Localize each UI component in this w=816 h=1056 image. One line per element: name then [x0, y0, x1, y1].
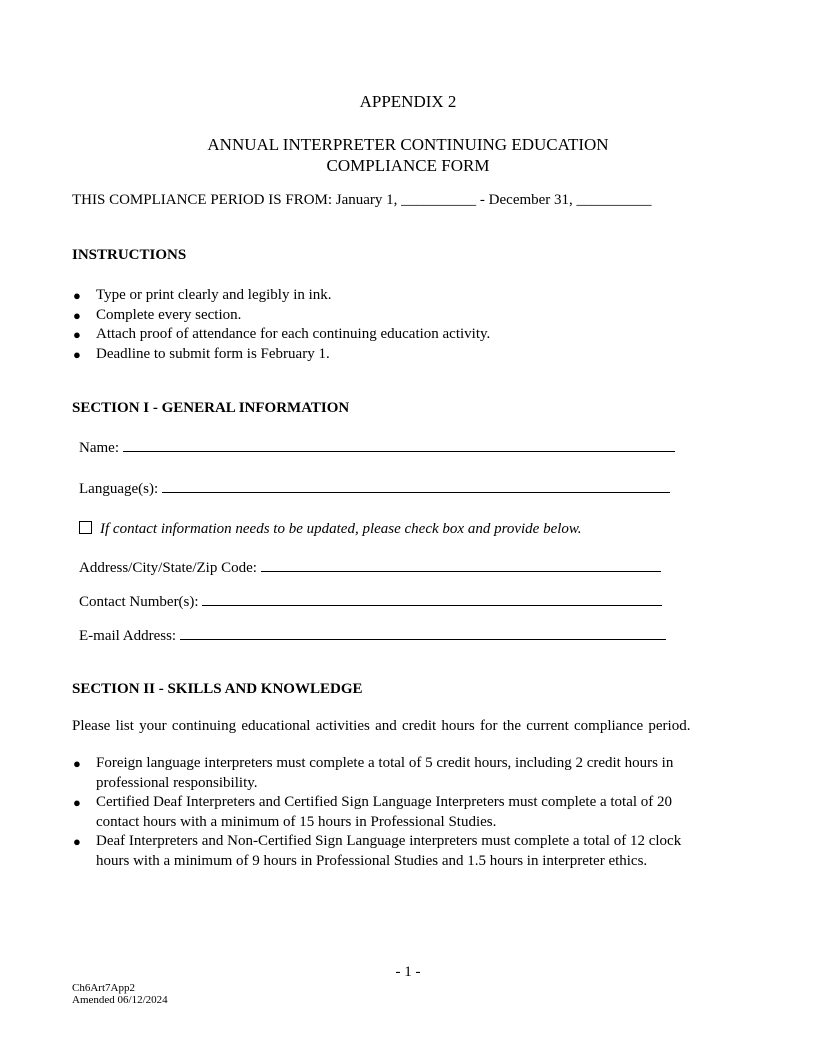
bullet-icon: ●	[73, 756, 81, 771]
appendix-label: APPENDIX 2	[359, 92, 457, 111]
update-contact-row	[79, 521, 582, 538]
name-label: Name:	[79, 440, 119, 456]
contact-number-label: Contact Number(s):	[79, 594, 199, 610]
requirements-list	[72, 754, 681, 871]
form-title-line2: COMPLIANCE FORM	[326, 156, 490, 175]
update-contact-checkbox[interactable]	[79, 521, 92, 534]
bullet-icon: ●	[73, 795, 81, 810]
email-field[interactable]	[79, 625, 666, 645]
compliance-period: THIS COMPLIANCE PERIOD IS FROM: January 1, __________ - December 31, __________	[72, 192, 652, 208]
page-number: - 1 -	[395, 964, 421, 980]
language-label: Language(s):	[79, 481, 159, 497]
list-item: ● Attach proof of attendance for each continuing education activity.	[72, 325, 490, 345]
list-item: ● Certified Deaf Interpreters and Certified Sign Language Interpreters must complete a total of 20 contact hours with a minimum of 15 hours in Professional Studies.	[73, 794, 673, 830]
bullet-icon: ●	[73, 834, 81, 849]
language-field[interactable]	[79, 478, 670, 498]
bullet-icon: ●	[73, 307, 81, 323]
section2-intro: Please list your continuing educational activities and credit hours for the current compliance period.	[72, 718, 691, 734]
instructions-list	[72, 286, 490, 364]
name-field[interactable]	[79, 437, 675, 457]
instructions-heading: INSTRUCTIONS	[72, 247, 187, 263]
email-input-line[interactable]	[180, 625, 666, 640]
bullet-icon: ●	[73, 327, 81, 342]
update-contact-text: If contact information needs to be updated, please check box and provide below.	[100, 521, 582, 537]
list-item: ● Foreign language interpreters must complete a total of 5 credit hours, including 2 credit hours in professional responsibility.	[73, 755, 674, 791]
contact-number-field[interactable]	[79, 591, 662, 611]
address-field[interactable]	[79, 557, 661, 577]
name-input-line[interactable]	[123, 437, 675, 452]
list-item: ● Type or print clearly and legibly in ink.	[72, 286, 490, 306]
section2-heading: SECTION II - SKILLS AND KNOWLEDGE	[72, 681, 363, 697]
amended-date: Amended 06/12/2024	[72, 994, 168, 1006]
list-item: ● Complete every section.	[72, 306, 490, 326]
bullet-icon: ●	[73, 346, 81, 362]
email-label: E-mail Address:	[79, 628, 177, 644]
contact-number-input-line[interactable]	[202, 591, 662, 606]
section1-heading: SECTION I - GENERAL INFORMATION	[72, 400, 350, 416]
language-input-line[interactable]	[162, 478, 670, 493]
bullet-icon: ●	[73, 288, 81, 303]
address-input-line[interactable]	[261, 557, 661, 572]
document-code: Ch6Art7App2	[72, 982, 135, 994]
list-item: ● Deadline to submit form is February 1.	[72, 345, 490, 365]
list-item: ● Deaf Interpreters and Non-Certified Sign Language interpreters must complete a total of 12 clock hours with a minimum of 9 hours in Professional Studies and 1.5 hours in interpreter ethics.	[73, 833, 682, 869]
address-label: Address/City/State/Zip Code:	[79, 560, 257, 576]
form-title-line1: ANNUAL INTERPRETER CONTINUING EDUCATION	[207, 135, 609, 154]
